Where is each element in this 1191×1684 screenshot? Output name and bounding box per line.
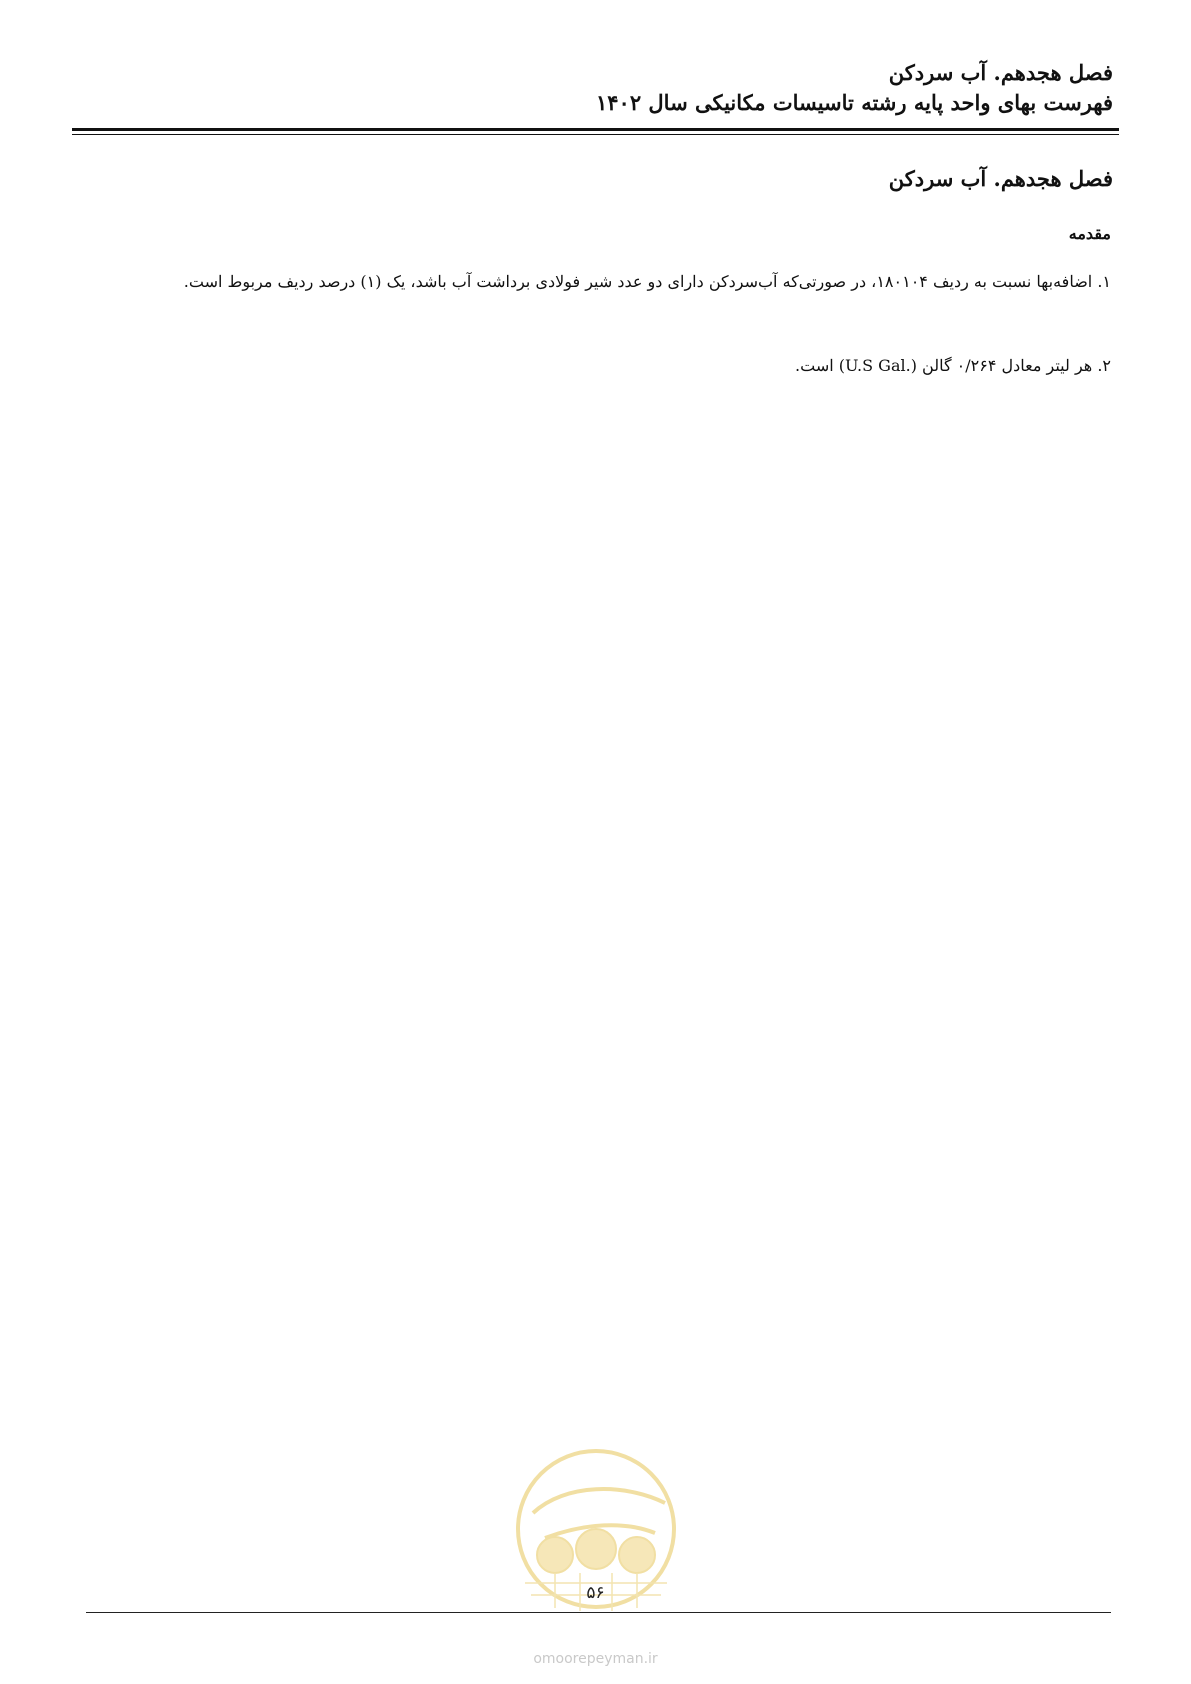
header-list-title: فهرست بهای واحد پایه رشته تاسیسات مکانیکی سال ۱۴۰۲ bbox=[595, 90, 1113, 115]
running-header bbox=[72, 58, 1113, 118]
footer-rule bbox=[86, 1612, 1111, 1613]
intro-heading: مقدمه bbox=[1068, 224, 1111, 243]
page-number: ۵۶ bbox=[586, 1583, 605, 1603]
paragraph-1: ۱. اضافه‌بها نسبت به ردیف ۱۸۰۱۰۴، در صورتی‌که آب‌سردکن دارای دو عدد شیر فولادی برداشت آب باشد، یک (۱) درصد ردیف مربوط است. bbox=[183, 272, 1111, 291]
site-watermark: omoorepeyman.ir bbox=[533, 1651, 658, 1667]
header-chapter-title: فصل هجدهم. آب سردکن bbox=[888, 60, 1113, 85]
header-rule-thick bbox=[72, 128, 1119, 131]
paragraph-2: ۲. هر لیتر معادل ۰/۲۶۴ گالن (.U.S Gal) است. bbox=[795, 356, 1111, 375]
section-title: فصل هجدهم. آب سردکن bbox=[888, 166, 1113, 191]
header-rule-thin bbox=[72, 134, 1119, 135]
